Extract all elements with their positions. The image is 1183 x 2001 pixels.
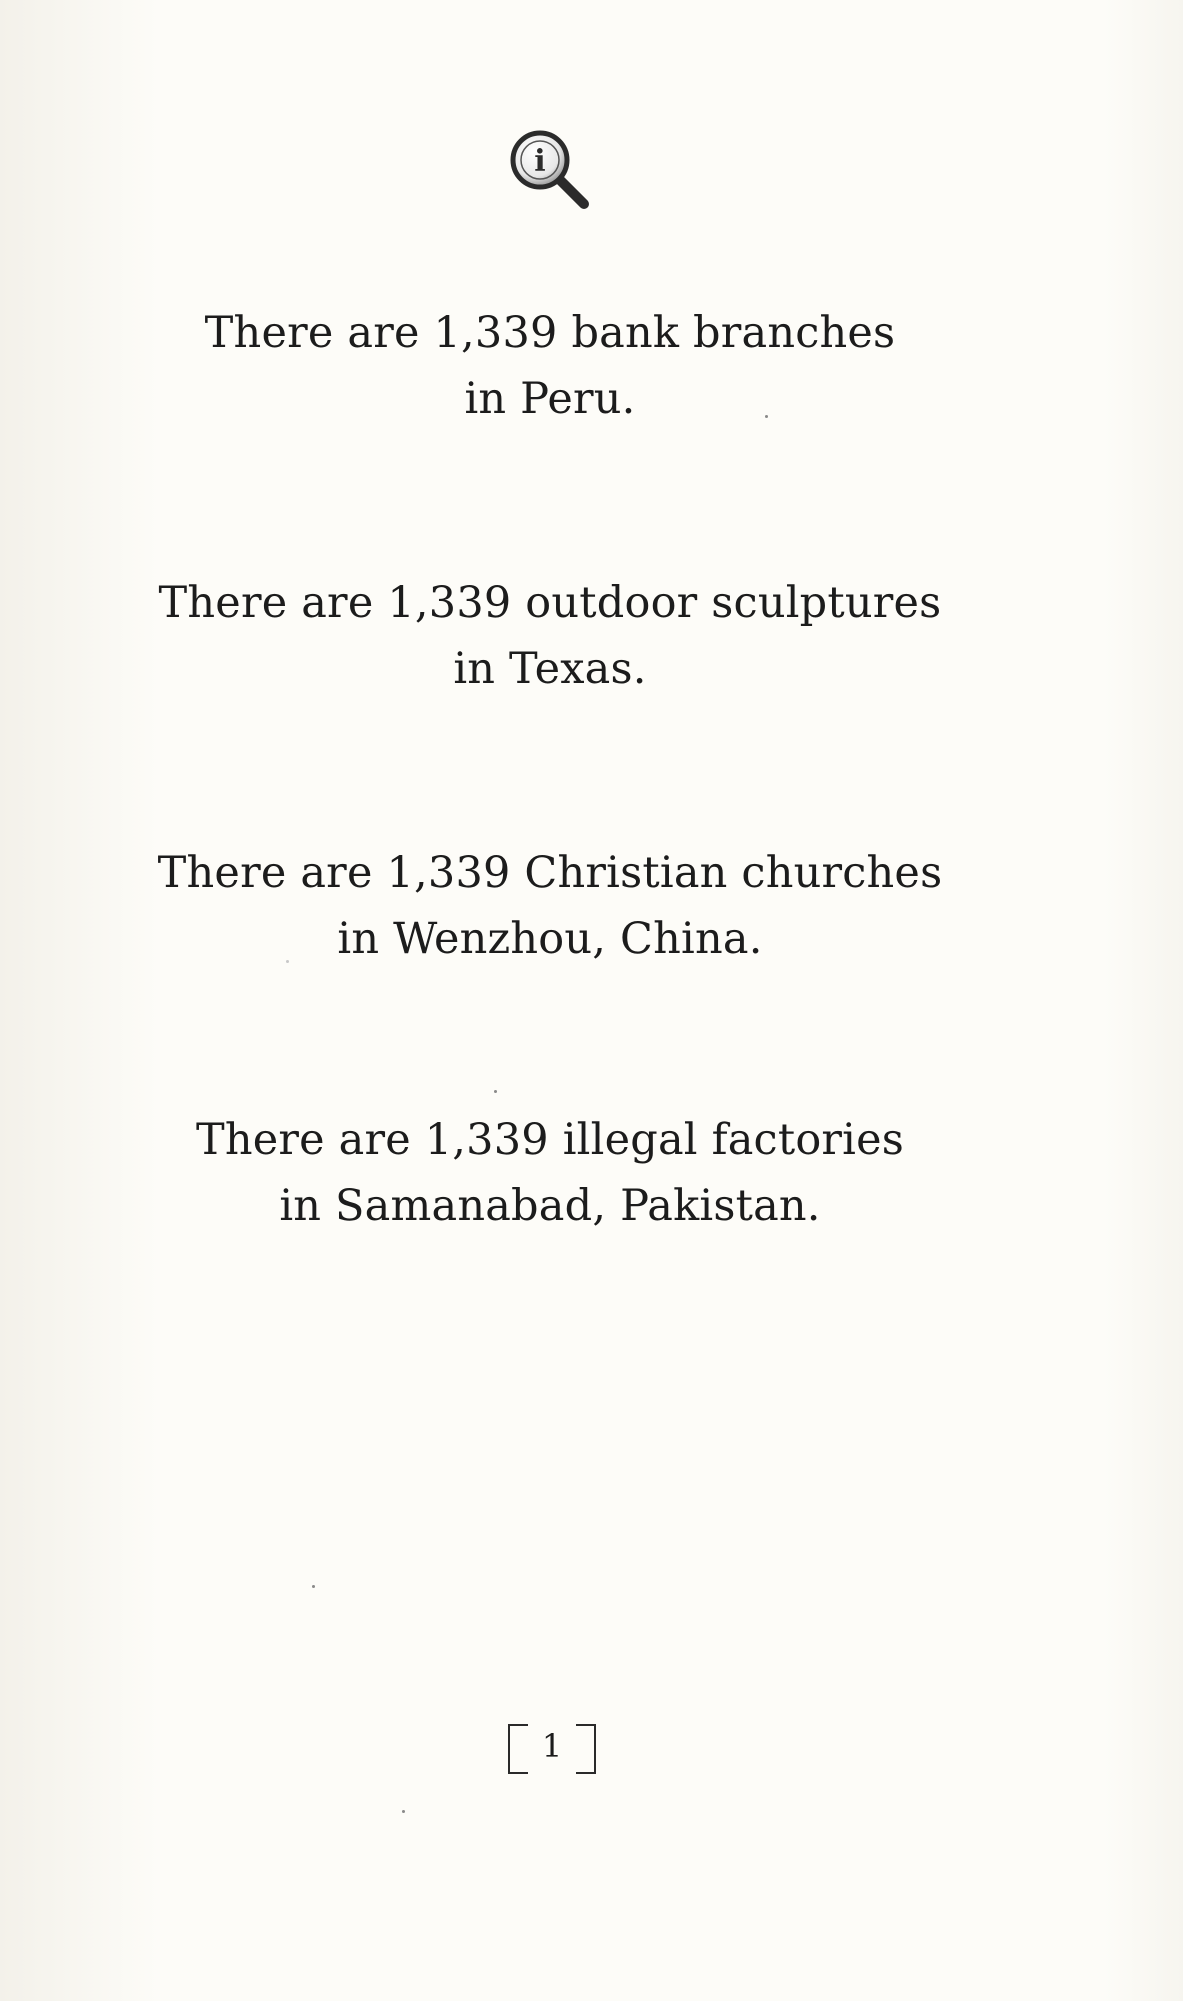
fact-line-1: There are 1,339 outdoor sculptures xyxy=(158,578,942,628)
scan-speck xyxy=(402,1810,405,1813)
fact-samanabad xyxy=(0,1107,1100,1239)
right-bracket xyxy=(576,1724,596,1774)
fact-line-2: in Wenzhou, China. xyxy=(337,914,763,964)
fact-line-1: There are 1,339 Christian churches xyxy=(157,848,943,898)
scan-speck xyxy=(312,1585,315,1588)
page-number xyxy=(504,1720,600,1776)
page-number-value: 1 xyxy=(541,1727,563,1765)
info-magnifier-icon xyxy=(504,124,596,216)
fact-peru xyxy=(0,300,1100,432)
fact-line-1: There are 1,339 bank branches xyxy=(204,308,896,358)
info-glyph: i xyxy=(534,144,546,179)
fact-line-2: in Peru. xyxy=(464,374,636,424)
fact-line-2: in Samanabad, Pakistan. xyxy=(279,1181,821,1231)
scan-speck xyxy=(494,1090,497,1093)
fact-line-1: There are 1,339 illegal factories xyxy=(195,1115,905,1165)
fact-wenzhou xyxy=(0,840,1100,972)
scan-speck xyxy=(765,415,768,418)
fact-line-2: in Texas. xyxy=(453,644,647,694)
fact-texas xyxy=(0,570,1100,702)
scan-speck xyxy=(286,960,289,963)
